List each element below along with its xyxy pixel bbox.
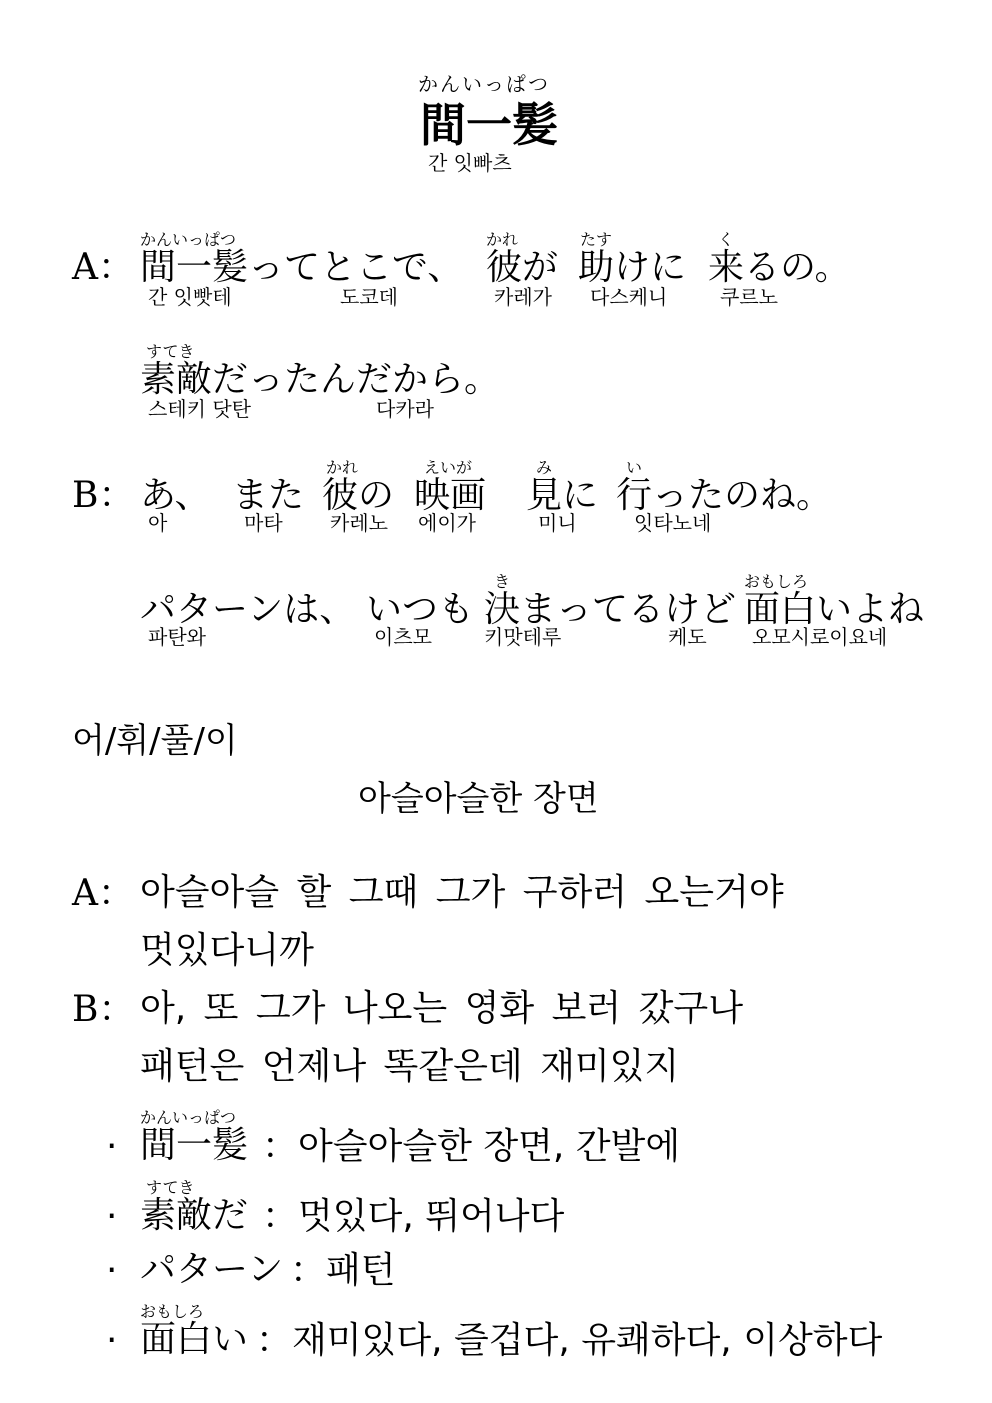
jp-phrase: 決まってるけど xyxy=(484,589,737,630)
kr-reading: 카레가 xyxy=(494,285,552,309)
speaker-b-label: B： xyxy=(72,475,135,516)
vocab-meaning: 패턴 xyxy=(326,1250,396,1291)
kr-reading: 파탄와 xyxy=(148,625,206,649)
title-ruby: かんいっぱつ xyxy=(418,72,550,96)
jp-phrase: 来るの。 xyxy=(708,247,851,288)
kr-reading: 쿠르노 xyxy=(720,285,778,309)
vocab-word: パターン xyxy=(140,1249,284,1290)
kr-reading: 케도 xyxy=(668,625,707,649)
ruby: かんいっぱつ xyxy=(140,230,237,249)
translation-speaker-b: B： xyxy=(72,989,135,1030)
ruby: き xyxy=(494,572,511,591)
ruby: えいが xyxy=(424,458,473,477)
ruby: かれ xyxy=(326,458,359,477)
title-pronunciation: 간 잇빠츠 xyxy=(428,151,512,175)
kr-reading: 에이가 xyxy=(418,511,476,535)
translation-line: 멋있다니까 xyxy=(140,930,314,971)
ruby: おもしろ xyxy=(744,572,809,591)
jp-phrase: パターンは、 xyxy=(140,589,356,630)
separator: ： xyxy=(262,1126,299,1167)
translation-line: 패턴은 언제나 똑같은데 재미있지 xyxy=(140,1046,680,1087)
jp-phrase: また xyxy=(232,475,305,516)
jp-phrase: 見に xyxy=(526,475,599,516)
jp-phrase: 助けに xyxy=(578,247,687,288)
kr-reading: 키맛테루 xyxy=(484,625,562,649)
ruby: み xyxy=(536,458,553,477)
kr-reading: 다스케니 xyxy=(590,285,668,309)
jp-phrase: 間一髪ってとこで、 xyxy=(140,247,464,288)
jp-phrase: 彼の xyxy=(322,475,395,516)
kr-reading: 카레노 xyxy=(330,511,388,535)
bullet: · xyxy=(106,1320,118,1361)
bullet: · xyxy=(106,1126,118,1167)
translation-line: 아, 또 그가 나오는 영화 보러 갔구나 xyxy=(140,988,743,1029)
kr-reading: 다카라 xyxy=(376,397,434,421)
separator: ： xyxy=(256,1320,293,1361)
jp-phrase: あ、 xyxy=(140,475,211,516)
vocab-meaning: 아슬아슬한 장면, 간발에 xyxy=(298,1126,681,1167)
ruby: おもしろ xyxy=(140,1302,205,1321)
separator: ： xyxy=(290,1250,327,1291)
jp-phrase: 行ったのね。 xyxy=(616,475,833,516)
kr-reading: 이츠모 xyxy=(374,625,432,649)
vocab-word: 間一髪 xyxy=(140,1125,249,1166)
jp-phrase: いつも xyxy=(366,589,475,630)
ruby: たす xyxy=(580,230,613,249)
kr-reading: 오모시로이요네 xyxy=(752,625,888,649)
ruby: かれ xyxy=(486,230,519,249)
separator: ： xyxy=(262,1196,299,1237)
speaker-a-label: A： xyxy=(72,247,134,288)
ruby: く xyxy=(718,230,735,249)
kr-reading: 잇타노네 xyxy=(634,511,712,535)
kr-reading: 아 xyxy=(148,511,168,535)
translation-line: 아슬아슬 할 그때 그가 구하러 오는거야 xyxy=(140,872,784,913)
ruby: かんいっぱつ xyxy=(140,1108,237,1127)
section-subtitle: 아슬아슬한 장면 xyxy=(358,779,599,819)
ruby: すてき xyxy=(146,1178,195,1197)
kr-reading: 간 잇빳테 xyxy=(148,285,232,309)
vocab-meaning: 멋있다, 뛰어나다 xyxy=(298,1196,565,1237)
vocab-meaning: 재미있다, 즐겁다, 유쾌하다, 이상하다 xyxy=(292,1320,883,1361)
jp-phrase: 彼が xyxy=(486,247,559,288)
vocab-heading: 어/휘/풀/이 xyxy=(72,721,238,761)
kr-reading: 미니 xyxy=(538,511,577,535)
bullet: · xyxy=(106,1196,118,1237)
translation-speaker-a: A： xyxy=(72,873,134,914)
jp-phrase: 映画 xyxy=(414,475,487,516)
bullet: · xyxy=(106,1250,118,1291)
kr-reading: 스테키 닷탄 xyxy=(148,397,251,421)
vocab-word: 素敵だ xyxy=(140,1195,249,1236)
ruby: い xyxy=(626,458,643,477)
vocab-word: 面白い xyxy=(140,1319,249,1360)
ruby: すてき xyxy=(146,342,195,361)
kr-reading: 마타 xyxy=(244,511,283,535)
kr-reading: 도코데 xyxy=(340,285,398,309)
jp-phrase: 素敵だったんだから。 xyxy=(140,359,501,400)
jp-phrase: 面白いよね xyxy=(744,589,925,630)
page-title: 間一髪 xyxy=(420,98,558,152)
